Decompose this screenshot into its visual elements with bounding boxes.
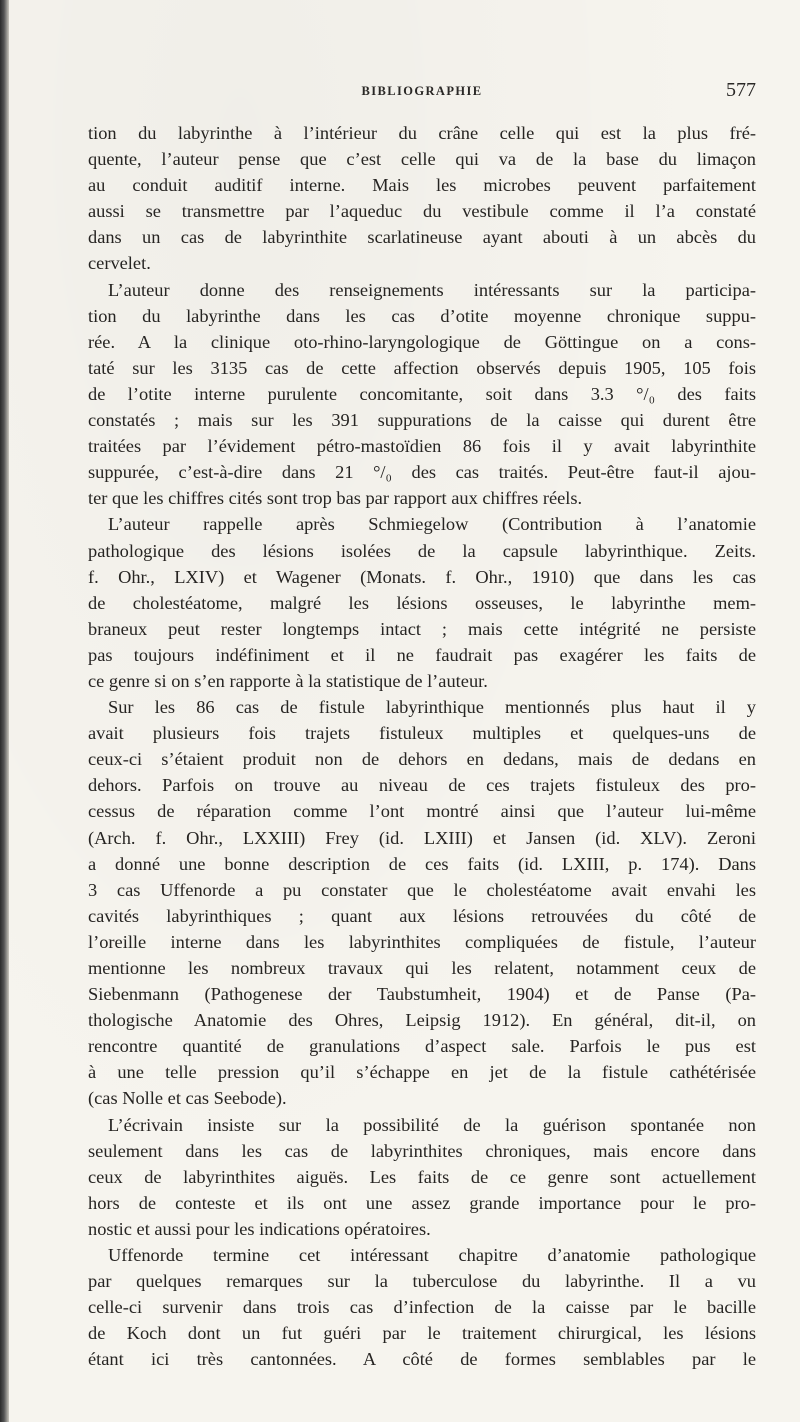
- text-line: L’écrivain insiste sur la possibilité de la guérison spontanée non: [108, 1114, 756, 1135]
- text-line: Sur les 86 cas de fistule labyrinthique mentionnés plus haut il y: [108, 697, 756, 718]
- text-line: (cas Nolle et cas Seebode).: [88, 1088, 287, 1109]
- text-line: tion du labyrinthe à l’intérieur du crâne celle qui est la plus fré-: [88, 123, 756, 143]
- text-line: pas toujours indéfiniment et il ne faudrait pas exagérer les faits de: [88, 644, 756, 665]
- text-line: rencontre quantité de granulations d’aspect sale. Parfois le pus est: [88, 1036, 756, 1057]
- text-line: cessus de réparation comme l’ont montré ainsi que l’auteur lui-même: [88, 801, 756, 822]
- text-line: aussi se transmettre par l’aqueduc du vestibule comme il l’a constaté: [88, 201, 756, 222]
- text-line: (Arch. f. Ohr., LXXIII) Frey (id. LXIII) et Jansen (id. XLV). Zeroni: [88, 827, 756, 848]
- text-line: de cholestéatome, malgré les lésions osseuses, le labyrinthe mem-: [88, 592, 756, 613]
- page-number: 577: [726, 79, 756, 101]
- text-line: nostic et aussi pour les indications opératoires.: [88, 1218, 431, 1239]
- text-line: ceux de labyrinthites aiguës. Les faits de ce genre sont actuellement: [88, 1166, 756, 1187]
- text-line: seulement dans les cas de labyrinthites chroniques, mais encore dans: [88, 1140, 756, 1161]
- text-line: Siebenmann (Pathogenese der Taubstumheit, 1904) et de Panse (Pa-: [88, 984, 756, 1005]
- binding-edge: [0, 0, 9, 1422]
- text-line: L’auteur donne des renseignements intéressants sur la participa-: [108, 279, 756, 300]
- text-line: taté sur les 3135 cas de cette affection observés depuis 1905, 105 fois: [88, 357, 756, 378]
- text-line: hors de conteste et ils ont une assez grande importance pour le pro-: [88, 1192, 756, 1213]
- text-line: mentionne les nombreux travaux qui les relatent, notamment ceux de: [88, 958, 756, 978]
- text-line: ceux-ci s’étaient produit non de dehors en dedans, mais de dedans en: [88, 749, 756, 770]
- text-line: ce genre si on s’en rapporte à la statistique de l’auteur.: [88, 670, 488, 691]
- text-line: 3 cas Uffenorde a pu constater que le cholestéatome avait envahi les: [88, 879, 756, 900]
- text-line: a donné une bonne description de ces faits (id. LXIII, p. 174). Dans: [88, 853, 756, 874]
- text-line: traitées par l’évidement pétro-mastoïdien 86 fois il y avait labyrinthite: [88, 436, 756, 457]
- text-line: au conduit auditif interne. Mais les microbes peuvent parfaitement: [88, 175, 756, 196]
- text-line: quente, l’auteur pense que c’est celle qui va de la base du limaçon: [88, 149, 756, 170]
- text-line: L’auteur rappelle après Schmiegelow (Contribution à l’anatomie: [108, 514, 756, 535]
- text-line: dans un cas de labyrinthite scarlatineuse ayant abouti à un abcès du: [88, 227, 756, 248]
- text-line: suppurée, c’est-à-dire dans 21 °/₀ des cas traités. Peut-être faut-il ajou-: [88, 462, 756, 483]
- text-line: Uffenorde termine cet intéressant chapitre d’anatomie pathologique: [108, 1245, 756, 1266]
- text-line: celle-ci survenir dans trois cas d’infection de la caisse par le bacille: [88, 1297, 756, 1318]
- text-line: de Koch dont un fut guéri par le traitement chirurgical, les lésions: [88, 1323, 756, 1344]
- text-line: de l’otite interne purulente concomitante, soit dans 3.3 °/₀ des faits: [88, 383, 756, 404]
- running-title: BIBLIOGRAPHIE: [361, 84, 483, 98]
- text-line: constatés ; mais sur les 391 suppurations de la caisse qui durent être: [88, 410, 756, 431]
- body-text: [88, 120, 756, 1373]
- text-line: braneux peut rester longtemps intact ; mais cette intégrité ne persiste: [88, 618, 756, 639]
- text-line: par quelques remarques sur la tuberculose du labyrinthe. Il a vu: [88, 1271, 756, 1292]
- text-line: dehors. Parfois on trouve au niveau de ces trajets fistuleux des pro-: [88, 775, 756, 796]
- running-head: [88, 80, 756, 106]
- text-line: ter que les chiffres cités sont trop bas par rapport aux chiffres réels.: [88, 488, 583, 509]
- text-line: f. Ohr., LXIV) et Wagener (Monats. f. Ohr., 1910) que dans les cas: [88, 566, 756, 587]
- text-line: tion du labyrinthe dans les cas d’otite moyenne chronique suppu-: [88, 305, 756, 326]
- text-line: pathologique des lésions isolées de la capsule labyrinthique. Zeits.: [88, 540, 756, 561]
- text-line: étant ici très cantonnées. A côté de formes semblables par le: [88, 1349, 756, 1370]
- text-line: à une telle pression qu’il s’échappe en jet de la fistule cathétérisée: [88, 1062, 756, 1083]
- text-line: rée. A la clinique oto-rhino-laryngologique de Göttingue on a cons-: [88, 331, 756, 352]
- text-line: cervelet.: [88, 253, 151, 274]
- text-line: avait plusieurs fois trajets fistuleux multiples et quelques-uns de: [88, 723, 756, 744]
- text-line: thologische Anatomie des Ohres, Leipsig 1912). En général, dit-il, on: [88, 1010, 756, 1031]
- text-line: l’oreille interne dans les labyrinthites compliquées de fistule, l’auteur: [88, 931, 756, 952]
- text-line: cavités labyrinthiques ; quant aux lésions retrouvées du côté de: [88, 905, 756, 926]
